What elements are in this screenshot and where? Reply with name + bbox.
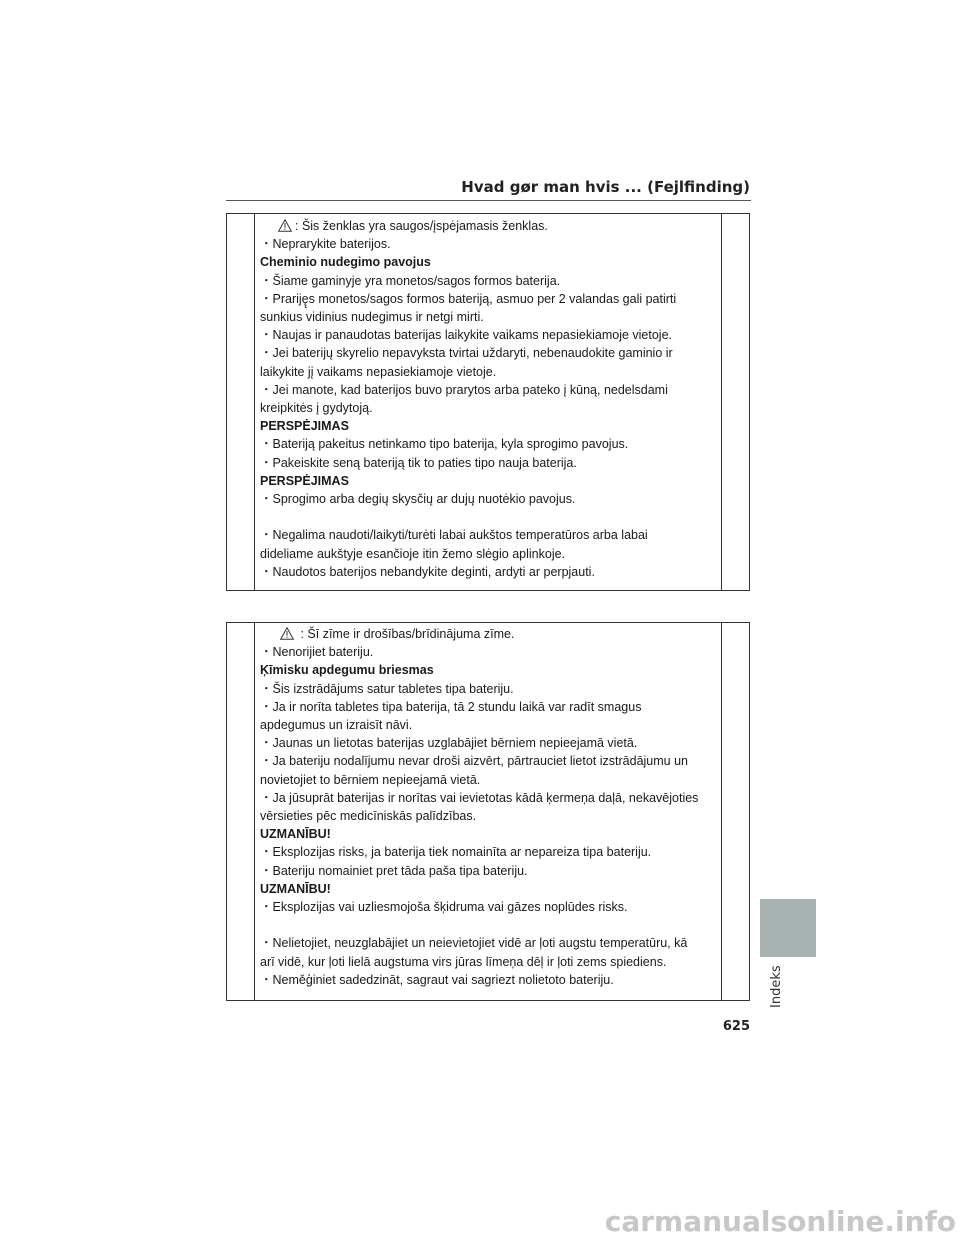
notice-line (260, 344, 716, 362)
notice-line (260, 734, 716, 752)
notice-line-text: novietojiet to bērniem nepieejamā vietā. (260, 772, 481, 787)
notice-line-text: ・Ja jūsuprāt baterijas ir norītas vai ievietotas kādā ķermeņa daļā, nekavējoties (260, 790, 699, 805)
safety-notice-latvian (226, 622, 750, 1001)
warning-triangle-icon (280, 627, 294, 640)
notice-line (260, 326, 716, 344)
notice-line (260, 563, 716, 581)
notice-line-text: dideliame aukštyje esančioje itin žemo slėgio aplinkoje. (260, 546, 566, 561)
notice-line (260, 680, 716, 698)
page-number: 625 (722, 1019, 750, 1034)
notice-line-text: ・Negalima naudoti/laikyti/turėti labai aukštos temperatūros arba labai (260, 528, 648, 543)
notice-heading (260, 472, 716, 490)
notice-line (260, 971, 716, 989)
notice-line (260, 399, 716, 417)
notice-line (260, 953, 716, 971)
safety-notice-lithuanian (226, 213, 750, 591)
panel-left-rule (254, 623, 255, 1000)
notice-text-block (260, 625, 716, 989)
panel-right-rule (721, 214, 722, 590)
notice-line-text: ・Šiame gaminyje yra monetos/sagos formos baterija. (260, 273, 561, 288)
notice-line (260, 807, 716, 825)
notice-line-text: ・Pakeiskite seną bateriją tik to paties tipo nauja baterija. (260, 455, 577, 470)
notice-line (260, 435, 716, 453)
panel-left-rule (254, 214, 255, 590)
notice-line (260, 308, 716, 326)
notice-line-text: Cheminio nudegimo pavojus (260, 255, 431, 270)
notice-line-text: : Šī zīme ir drošības/brīdinājuma zīme. (297, 627, 515, 641)
notice-line-text: ・Neprarykite baterijos. (260, 237, 391, 252)
notice-line (260, 716, 716, 734)
warning-triangle-icon (278, 219, 292, 232)
notice-line (260, 752, 716, 770)
notice-line (260, 545, 716, 563)
panel-right-rule (721, 623, 722, 1000)
notice-line (260, 508, 716, 526)
notice-line-text: PERSPĖJIMAS (260, 473, 349, 488)
notice-line (260, 843, 716, 861)
index-tab-label: Indeks (769, 965, 784, 1008)
notice-line-text: sunkius vidinius nudegimus ir netgi mirti. (260, 310, 484, 325)
notice-line-text: ・Ja bateriju nodalījumu nevar droši aizvērt, pārtrauciet lietot izstrādājumu un (260, 754, 688, 769)
notice-line (260, 454, 716, 472)
notice-line-text: PERSPĖJIMAS (260, 419, 349, 434)
notice-heading (260, 417, 716, 435)
notice-line (260, 381, 716, 399)
notice-line (260, 217, 716, 235)
notice-line (260, 916, 716, 934)
notice-line-text: ・Jaunas un lietotas baterijas uzglabājiet bērniem nepieejamā vietā. (260, 736, 638, 751)
notice-line-text: UZMANĪBU! (260, 881, 331, 896)
notice-line-text: arī vidē, kur ļoti lielā augstuma virs jūras līmeņa dēļ ir ļoti zems spiediens. (260, 954, 667, 969)
notice-text-block (260, 217, 716, 581)
notice-line (260, 526, 716, 544)
notice-line (260, 934, 716, 952)
notice-line-text: kreipkitės į gydytoją. (260, 401, 373, 416)
notice-line (260, 862, 716, 880)
notice-line-text: ・Šis izstrādājums satur tabletes tipa bateriju. (260, 681, 514, 696)
notice-line-text: ・Naudotos baterijos nebandykite deginti, ardyti ar perpjauti. (260, 564, 595, 579)
notice-line (260, 625, 716, 643)
page-header-title: Hvad gør man hvis ... (Fejlfinding) (461, 178, 750, 196)
header-divider (226, 200, 751, 201)
notice-line (260, 789, 716, 807)
notice-line (260, 290, 716, 308)
notice-line (260, 643, 716, 661)
notice-line-text: : Šis ženklas yra saugos/įspėjamasis ženklas. (295, 219, 548, 233)
notice-line (260, 898, 716, 916)
notice-line-text: ・Eksplozijas vai uzliesmojoša šķidruma vai gāzes noplūdes risks. (260, 900, 628, 915)
notice-line-text: ・Bateriju nomainiet pret tāda paša tipa bateriju. (260, 863, 528, 878)
notice-line-text: UZMANĪBU! (260, 827, 331, 842)
notice-line (260, 771, 716, 789)
notice-line-text: ・Nelietojiet, neuzglabājiet un neievietojiet vidē ar ļoti augstu temperatūru, kā (260, 936, 688, 951)
notice-line-text: ・Ja ir norīta tabletes tipa baterija, tā 2 stundu laikā var radīt smagus (260, 699, 642, 714)
notice-line-text: ・Eksplozijas risks, ja baterija tiek nomainīta ar nepareiza tipa bateriju. (260, 845, 652, 860)
notice-line-text: ・Nenorijiet bateriju. (260, 645, 374, 660)
notice-line-text: vērsieties pēc medicīniskās palīdzības. (260, 809, 477, 824)
index-tab[interactable] (760, 899, 816, 957)
notice-line-text: laikykite jį vaikams nepasiekiamoje vietoje. (260, 364, 497, 379)
notice-line (260, 490, 716, 508)
notice-heading (260, 880, 716, 898)
notice-heading (260, 825, 716, 843)
notice-line-text: ・Naujas ir panaudotas baterijas laikykite vaikams nepasiekiamoje vietoje. (260, 328, 673, 343)
notice-line-text: ・Bateriją pakeitus netinkamo tipo baterija, kyla sprogimo pavojus. (260, 437, 629, 452)
notice-line-text: ・Prariję̨s monetos/sagos formos bateriją, asmuo per 2 valandas gali patirti (260, 291, 677, 306)
notice-line-text: Ķīmisku apdegumu briesmas (260, 663, 434, 678)
notice-line (260, 698, 716, 716)
notice-line (260, 235, 716, 253)
notice-line-text: ・Neměģiniet sadedzināt, sagraut vai sagriezt nolietoto bateriju. (260, 972, 614, 987)
notice-line-text: apdegumus un izraisīt nāvi. (260, 718, 413, 733)
watermark: carmanualsonline.info (604, 1205, 956, 1238)
notice-line-text: ・Jei baterijų skyrelio nepavyksta tvirtai uždaryti, nebenaudokite gaminio ir (260, 346, 673, 361)
notice-line (260, 272, 716, 290)
notice-line (260, 363, 716, 381)
notice-line-text: ・Jei manote, kad baterijos buvo prarytos arba pateko į kūną, nedelsdami (260, 382, 668, 397)
notice-heading (260, 661, 716, 679)
notice-heading (260, 253, 716, 271)
notice-line-text: ・Sprogimo arba degių skysčių ar dujų nuotėkio pavojus. (260, 492, 576, 507)
